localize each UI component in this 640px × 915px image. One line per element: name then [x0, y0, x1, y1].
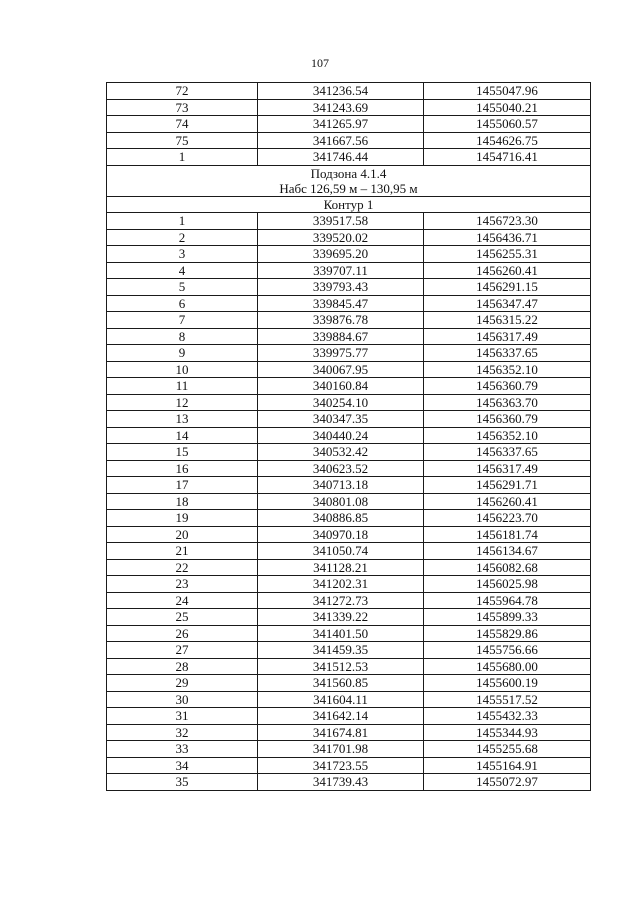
point-number-cell: 3: [107, 246, 258, 263]
table-row: [107, 99, 591, 116]
table-row: [107, 444, 591, 461]
y-coordinate-cell: 1456337.65: [424, 345, 591, 362]
point-number-cell: 74: [107, 116, 258, 133]
subzone-header: [107, 165, 591, 213]
y-coordinate-cell: 1456337.65: [424, 444, 591, 461]
y-coordinate-cell: 1455255.68: [424, 741, 591, 758]
table-row: [107, 774, 591, 791]
contour-title: Контур 1: [107, 196, 591, 213]
y-coordinate-cell: 1455047.96: [424, 83, 591, 100]
y-coordinate-cell: 1456363.70: [424, 394, 591, 411]
y-coordinate-cell: 1455964.78: [424, 592, 591, 609]
table-row: [107, 609, 591, 626]
page-number: 107: [311, 56, 329, 70]
y-coordinate-cell: 1456082.68: [424, 559, 591, 576]
x-coordinate-cell: 339707.11: [258, 262, 424, 279]
y-coordinate-cell: 1456291.71: [424, 477, 591, 494]
y-coordinate-cell: 1456317.49: [424, 328, 591, 345]
x-coordinate-cell: 339793.43: [258, 279, 424, 296]
table-row: [107, 658, 591, 675]
subzone-height-range: Набс 126,59 м – 130,95 м: [279, 180, 418, 196]
table-row: [107, 295, 591, 312]
table-row: [107, 229, 591, 246]
y-coordinate-cell: 1455680.00: [424, 658, 591, 675]
table-row: [107, 83, 591, 100]
point-number-cell: 16: [107, 460, 258, 477]
y-coordinate-cell: 1455829.86: [424, 625, 591, 642]
point-number-cell: 24: [107, 592, 258, 609]
subzone-header-cell: [107, 165, 591, 196]
point-number-cell: 30: [107, 691, 258, 708]
y-coordinate-cell: 1456315.22: [424, 312, 591, 329]
point-number-cell: 10: [107, 361, 258, 378]
y-coordinate-cell: 1456317.49: [424, 460, 591, 477]
point-number-cell: 21: [107, 543, 258, 560]
x-coordinate-cell: 340623.52: [258, 460, 424, 477]
y-coordinate-cell: 1456025.98: [424, 576, 591, 593]
point-number-cell: 28: [107, 658, 258, 675]
table-row: [107, 149, 591, 166]
point-number-cell: 72: [107, 83, 258, 100]
x-coordinate-cell: 339975.77: [258, 345, 424, 362]
table-row: [107, 116, 591, 133]
x-coordinate-cell: 341723.55: [258, 757, 424, 774]
x-coordinate-cell: 341243.69: [258, 99, 424, 116]
x-coordinate-cell: 339845.47: [258, 295, 424, 312]
point-number-cell: 6: [107, 295, 258, 312]
x-coordinate-cell: 341746.44: [258, 149, 424, 166]
point-number-cell: 22: [107, 559, 258, 576]
point-number-cell: 13: [107, 411, 258, 428]
x-coordinate-cell: 341674.81: [258, 724, 424, 741]
y-coordinate-cell: 1456360.79: [424, 378, 591, 395]
x-coordinate-cell: 340970.18: [258, 526, 424, 543]
x-coordinate-cell: 339520.02: [258, 229, 424, 246]
table-row: [107, 312, 591, 329]
table-row: [107, 460, 591, 477]
table-row: [107, 724, 591, 741]
y-coordinate-cell: 1456352.10: [424, 427, 591, 444]
y-coordinate-cell: 1455072.97: [424, 774, 591, 791]
table-row: [107, 378, 591, 395]
table-row: [107, 625, 591, 642]
table-row: [107, 345, 591, 362]
x-coordinate-cell: 341604.11: [258, 691, 424, 708]
table-row: [107, 328, 591, 345]
table-row: [107, 132, 591, 149]
table-row: [107, 477, 591, 494]
point-number-cell: 4: [107, 262, 258, 279]
x-coordinate-cell: 341459.35: [258, 642, 424, 659]
subzone-title: Подзона 4.1.4: [310, 165, 387, 181]
y-coordinate-cell: 1456255.31: [424, 246, 591, 263]
y-coordinate-cell: 1455600.19: [424, 675, 591, 692]
x-coordinate-cell: 340160.84: [258, 378, 424, 395]
x-coordinate-cell: 340440.24: [258, 427, 424, 444]
point-number-cell: 12: [107, 394, 258, 411]
x-coordinate-cell: 341401.50: [258, 625, 424, 642]
y-coordinate-cell: 1455432.33: [424, 708, 591, 725]
y-coordinate-cell: 1456723.30: [424, 213, 591, 230]
table-row: [107, 576, 591, 593]
y-coordinate-cell: 1456347.47: [424, 295, 591, 312]
x-coordinate-cell: 341512.53: [258, 658, 424, 675]
y-coordinate-cell: 1456223.70: [424, 510, 591, 527]
x-coordinate-cell: 341128.21: [258, 559, 424, 576]
x-coordinate-cell: 341202.31: [258, 576, 424, 593]
point-number-cell: 8: [107, 328, 258, 345]
x-coordinate-cell: 341739.43: [258, 774, 424, 791]
y-coordinate-cell: 1455040.21: [424, 99, 591, 116]
point-number-cell: 5: [107, 279, 258, 296]
y-coordinate-cell: 1455756.66: [424, 642, 591, 659]
x-coordinate-cell: 339695.20: [258, 246, 424, 263]
point-number-cell: 29: [107, 675, 258, 692]
rows-before-subzone: [107, 83, 591, 166]
y-coordinate-cell: 1455344.93: [424, 724, 591, 741]
x-coordinate-cell: 341236.54: [258, 83, 424, 100]
point-number-cell: 73: [107, 99, 258, 116]
point-number-cell: 27: [107, 642, 258, 659]
point-number-cell: 20: [107, 526, 258, 543]
point-number-cell: 18: [107, 493, 258, 510]
table-row: [107, 493, 591, 510]
x-coordinate-cell: 339884.67: [258, 328, 424, 345]
table-row: [107, 741, 591, 758]
y-coordinate-cell: 1454716.41: [424, 149, 591, 166]
table-row: [107, 262, 591, 279]
table-row: [107, 592, 591, 609]
table-row: [107, 213, 591, 230]
point-number-cell: 1: [107, 149, 258, 166]
point-number-cell: 35: [107, 774, 258, 791]
point-number-cell: 32: [107, 724, 258, 741]
point-number-cell: 1: [107, 213, 258, 230]
x-coordinate-cell: 340886.85: [258, 510, 424, 527]
table-row: [107, 411, 591, 428]
table-row: [107, 246, 591, 263]
y-coordinate-cell: 1456260.41: [424, 493, 591, 510]
table-row: [107, 427, 591, 444]
y-coordinate-cell: 1455517.52: [424, 691, 591, 708]
table-row: [107, 757, 591, 774]
table-row: [107, 543, 591, 560]
x-coordinate-cell: 340532.42: [258, 444, 424, 461]
point-number-cell: 11: [107, 378, 258, 395]
contour-header-row: [107, 196, 591, 213]
table-row: [107, 708, 591, 725]
x-coordinate-cell: 340254.10: [258, 394, 424, 411]
point-number-cell: 31: [107, 708, 258, 725]
point-number-cell: 26: [107, 625, 258, 642]
x-coordinate-cell: 340801.08: [258, 493, 424, 510]
point-number-cell: 25: [107, 609, 258, 626]
y-coordinate-cell: 1454626.75: [424, 132, 591, 149]
x-coordinate-cell: 341642.14: [258, 708, 424, 725]
table-row: [107, 642, 591, 659]
point-number-cell: 23: [107, 576, 258, 593]
x-coordinate-cell: 339876.78: [258, 312, 424, 329]
rows-after-subzone: [107, 213, 591, 791]
x-coordinate-cell: 341339.22: [258, 609, 424, 626]
y-coordinate-cell: 1456436.71: [424, 229, 591, 246]
point-number-cell: 9: [107, 345, 258, 362]
y-coordinate-cell: 1455164.91: [424, 757, 591, 774]
y-coordinate-cell: 1456291.15: [424, 279, 591, 296]
table-row: [107, 394, 591, 411]
y-coordinate-cell: 1456134.67: [424, 543, 591, 560]
point-number-cell: 15: [107, 444, 258, 461]
point-number-cell: 7: [107, 312, 258, 329]
x-coordinate-cell: 340067.95: [258, 361, 424, 378]
point-number-cell: 34: [107, 757, 258, 774]
table-row: [107, 279, 591, 296]
x-coordinate-cell: 341272.73: [258, 592, 424, 609]
y-coordinate-cell: 1456352.10: [424, 361, 591, 378]
point-number-cell: 19: [107, 510, 258, 527]
x-coordinate-cell: 341265.97: [258, 116, 424, 133]
table-row: [107, 559, 591, 576]
table-row: [107, 526, 591, 543]
x-coordinate-cell: 341701.98: [258, 741, 424, 758]
point-number-cell: 33: [107, 741, 258, 758]
x-coordinate-cell: 341050.74: [258, 543, 424, 560]
point-number-cell: 75: [107, 132, 258, 149]
x-coordinate-cell: 340347.35: [258, 411, 424, 428]
subzone-header-row: [107, 165, 591, 196]
y-coordinate-cell: 1456181.74: [424, 526, 591, 543]
x-coordinate-cell: 341560.85: [258, 675, 424, 692]
coordinates-table: [106, 82, 591, 791]
y-coordinate-cell: 1456360.79: [424, 411, 591, 428]
x-coordinate-cell: 339517.58: [258, 213, 424, 230]
x-coordinate-cell: 340713.18: [258, 477, 424, 494]
table-row: [107, 361, 591, 378]
point-number-cell: 14: [107, 427, 258, 444]
point-number-cell: 2: [107, 229, 258, 246]
table-row: [107, 510, 591, 527]
y-coordinate-cell: 1456260.41: [424, 262, 591, 279]
table-row: [107, 675, 591, 692]
point-number-cell: 17: [107, 477, 258, 494]
y-coordinate-cell: 1455899.33: [424, 609, 591, 626]
x-coordinate-cell: 341667.56: [258, 132, 424, 149]
y-coordinate-cell: 1455060.57: [424, 116, 591, 133]
table-row: [107, 691, 591, 708]
